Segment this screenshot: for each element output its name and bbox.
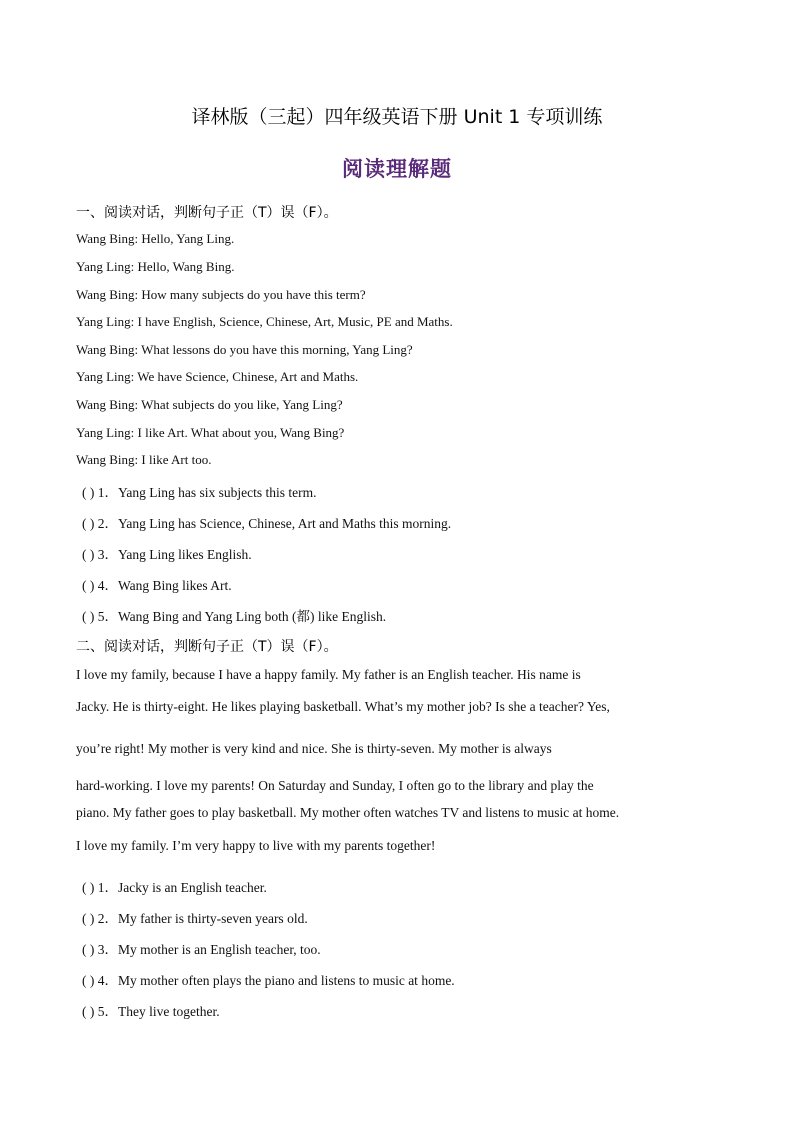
question-item: ( ) 4．My mother often plays the piano and listens to music at home. — [82, 973, 455, 988]
passage-line: I love my family, because I have a happy family. My father is an English teacher. His name is — [76, 667, 581, 682]
question-item: ( ) 5．Wang Bing and Yang Ling both (都) like English. — [82, 609, 387, 624]
dialogue-line: Yang Ling: I like Art. What about you, Wang Bing? — [76, 425, 345, 440]
dialogue-line: Wang Bing: I like Art too. — [76, 452, 212, 467]
question-item: ( ) 3．Yang Ling likes English. — [82, 547, 252, 562]
dialogue-line: Yang Ling: We have Science, Chinese, Art and Maths. — [76, 369, 359, 384]
dialogue-line: Yang Ling: Hello, Wang Bing. — [76, 259, 235, 274]
dialogue-line: Yang Ling: I have English, Science, Chinese, Art, Music, PE and Maths. — [76, 314, 453, 329]
passage-line: you’re right! My mother is very kind and nice. She is thirty-seven. My mother is always — [76, 741, 552, 756]
question-item: ( ) 2．Yang Ling has Science, Chinese, Art and Maths this morning. — [82, 516, 452, 531]
page-subtitle: 阅读理解题 — [342, 157, 452, 181]
question-item: ( ) 2．My father is thirty-seven years old. — [82, 911, 308, 926]
dialogue-line: Wang Bing: How many subjects do you have this term? — [76, 287, 366, 302]
passage-line: Jacky. He is thirty-eight. He likes playing basketball. What’s my mother job? Is she a teacher? Yes, — [76, 699, 610, 714]
page-title: 译林版（三起）四年级英语下册 Unit 1 专项训练 — [191, 106, 603, 128]
dialogue-line: Wang Bing: Hello, Yang Ling. — [76, 231, 235, 246]
dialogue-line: Wang Bing: What lessons do you have this morning, Yang Ling? — [76, 342, 413, 357]
question-item: ( ) 4．Wang Bing likes Art. — [82, 578, 232, 593]
passage-line: hard-working. I love my parents! On Saturday and Sunday, I often go to the library and play the — [76, 778, 594, 793]
passage-line: I love my family. I’m very happy to live with my parents together! — [76, 838, 436, 853]
dialogue-line: Wang Bing: What subjects do you like, Yang Ling? — [76, 397, 343, 412]
section-2-heading: 二、阅读对话，判断句子正（T）误（F）。 — [76, 639, 338, 655]
question-item: ( ) 1．Yang Ling has six subjects this term. — [82, 485, 317, 500]
question-item: ( ) 1．Jacky is an English teacher. — [82, 880, 267, 895]
question-item: ( ) 3．My mother is an English teacher, too. — [82, 942, 321, 957]
passage-line: piano. My father goes to play basketball. My mother often watches TV and listens to music at home. — [76, 805, 620, 820]
question-item: ( ) 5．They live together. — [82, 1004, 220, 1019]
section-1-heading: 一、阅读对话，判断句子正（T）误（F）。 — [76, 205, 338, 221]
